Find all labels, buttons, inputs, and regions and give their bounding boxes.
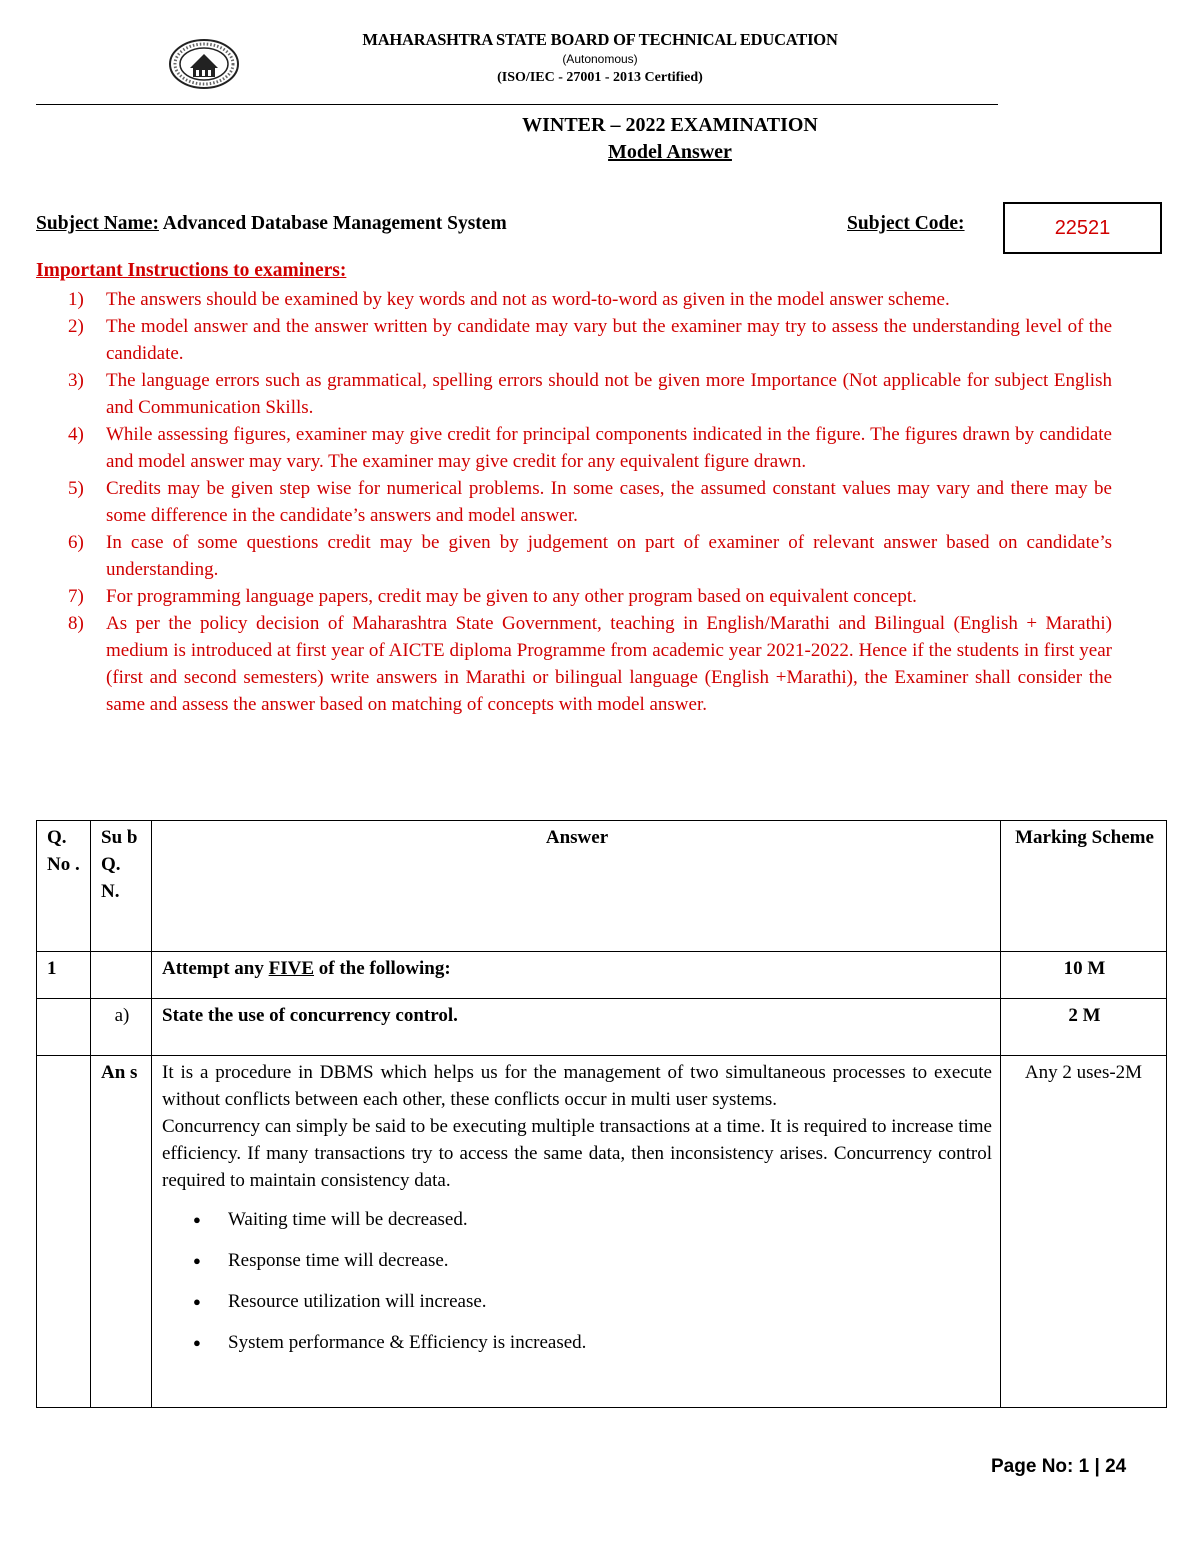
answer-paragraph: It is a procedure in DBMS which helps us for the management of two simultaneous processes to execute without conflicts between each other, these conflicts occur in multi user systems. bbox=[162, 1062, 992, 1110]
instruction-item: 4) While assessing figures, examiner may give credit for principal components indicated in the figure. The figures drawn by candidate and model answer may vary. The examiner may give credit for any equivalent figure drawn. bbox=[68, 424, 1112, 472]
answer-label: An s bbox=[91, 1056, 152, 1408]
answer-paragraph: Concurrency can simply be said to be executing multiple transactions at a time. It is required to increase time efficiency. If many transactions try to access the same data, then inconsistency arises. Concurrency control required to maintain consistency data. bbox=[162, 1116, 992, 1191]
autonomous-label: (Autonomous) bbox=[562, 52, 638, 66]
sub-question-number: a) bbox=[91, 999, 152, 1056]
answer-marking: Any 2 uses-2M bbox=[1001, 1056, 1167, 1408]
header-qno: Q. No . bbox=[37, 821, 91, 952]
answer-table bbox=[36, 820, 1167, 1408]
subject-name: Advanced Database Management System bbox=[162, 213, 507, 234]
msbte-seal-icon bbox=[168, 38, 240, 90]
question-marks: 10 M bbox=[1001, 952, 1167, 999]
empty-cell bbox=[91, 952, 152, 999]
list-item: ● Resource utilization will increase. bbox=[162, 1288, 992, 1329]
instructions-heading: Important Instructions to examiners: bbox=[36, 260, 347, 281]
answer-body bbox=[152, 1056, 1001, 1408]
list-item: ● Waiting time will be decreased. bbox=[162, 1206, 992, 1247]
exam-title: WINTER – 2022 EXAMINATION bbox=[522, 114, 818, 136]
iso-certification: (ISO/IEC - 27001 - 2013 Certified) bbox=[497, 70, 703, 85]
table-header-row bbox=[37, 821, 1167, 952]
question-number: 1 bbox=[37, 952, 91, 999]
sub-question-marks: 2 M bbox=[1001, 999, 1167, 1056]
instruction-item: 5) Credits may be given step wise for numerical problems. In some cases, the assumed constant values may vary and there may be some difference in the candidate’s answers and model answer. bbox=[68, 478, 1112, 526]
subject-name-row bbox=[36, 213, 507, 235]
instruction-item: 2) The model answer and the answer written by candidate may vary but the examiner may try to assess the understanding level of the candidate. bbox=[68, 316, 1112, 364]
answer-bullet-list bbox=[162, 1206, 992, 1370]
header-marking: Marking Scheme bbox=[1001, 821, 1167, 952]
empty-cell bbox=[37, 999, 91, 1056]
empty-cell bbox=[37, 1056, 91, 1408]
subject-name-label: Subject Name: bbox=[36, 213, 159, 234]
header-divider bbox=[36, 104, 998, 105]
subject-code-box: 22521 bbox=[1003, 202, 1162, 254]
subject-code-label: Subject Code: bbox=[847, 213, 965, 234]
list-item: ● Response time will decrease. bbox=[162, 1247, 992, 1288]
instruction-item: 1) The answers should be examined by key words and not as word-to-word as given in the model answer scheme. bbox=[68, 289, 950, 310]
instructions-list bbox=[36, 286, 1112, 718]
sub-question-text: State the use of concurrency control. bbox=[152, 999, 1001, 1056]
instruction-item: 6) In case of some questions credit may be given by judgement on part of examiner of relevant answer based on candidate’s understanding. bbox=[68, 532, 1112, 580]
exam-subtitle: Model Answer bbox=[608, 141, 732, 163]
table-row bbox=[37, 999, 1167, 1056]
list-item: ● System performance & Efficiency is increased. bbox=[162, 1329, 992, 1370]
header-subq: Su b Q. N. bbox=[91, 821, 152, 952]
board-name: MAHARASHTRA STATE BOARD OF TECHNICAL EDUCATION bbox=[362, 30, 838, 49]
instruction-item: 7) For programming language papers, credit may be given to any other program based on equivalent concept. bbox=[68, 586, 917, 607]
header-answer: Answer bbox=[152, 821, 1001, 952]
instruction-item: 3) The language errors such as grammatical, spelling errors should not be given more Importance (Not applicable for subject English and Communication Skills. bbox=[68, 370, 1112, 418]
question-text: Attempt any FIVE of the following: bbox=[152, 952, 1001, 999]
table-row bbox=[37, 1056, 1167, 1408]
instruction-item: 8) As per the policy decision of Maharashtra State Government, teaching in English/Marathi and Bilingual (English + Marathi) medium is introduced at first year of AICTE diploma Programme from academic year 2021-2022. Hence if the students in first year (first and second semesters) write answers in Marathi or bilingual language (English +Marathi), the Examiner shall consider the same and assess the answer based on matching of concepts with model answer. bbox=[68, 613, 1112, 715]
table-row bbox=[37, 952, 1167, 999]
page-number: Page No: 1 | 24 bbox=[991, 1456, 1127, 1477]
